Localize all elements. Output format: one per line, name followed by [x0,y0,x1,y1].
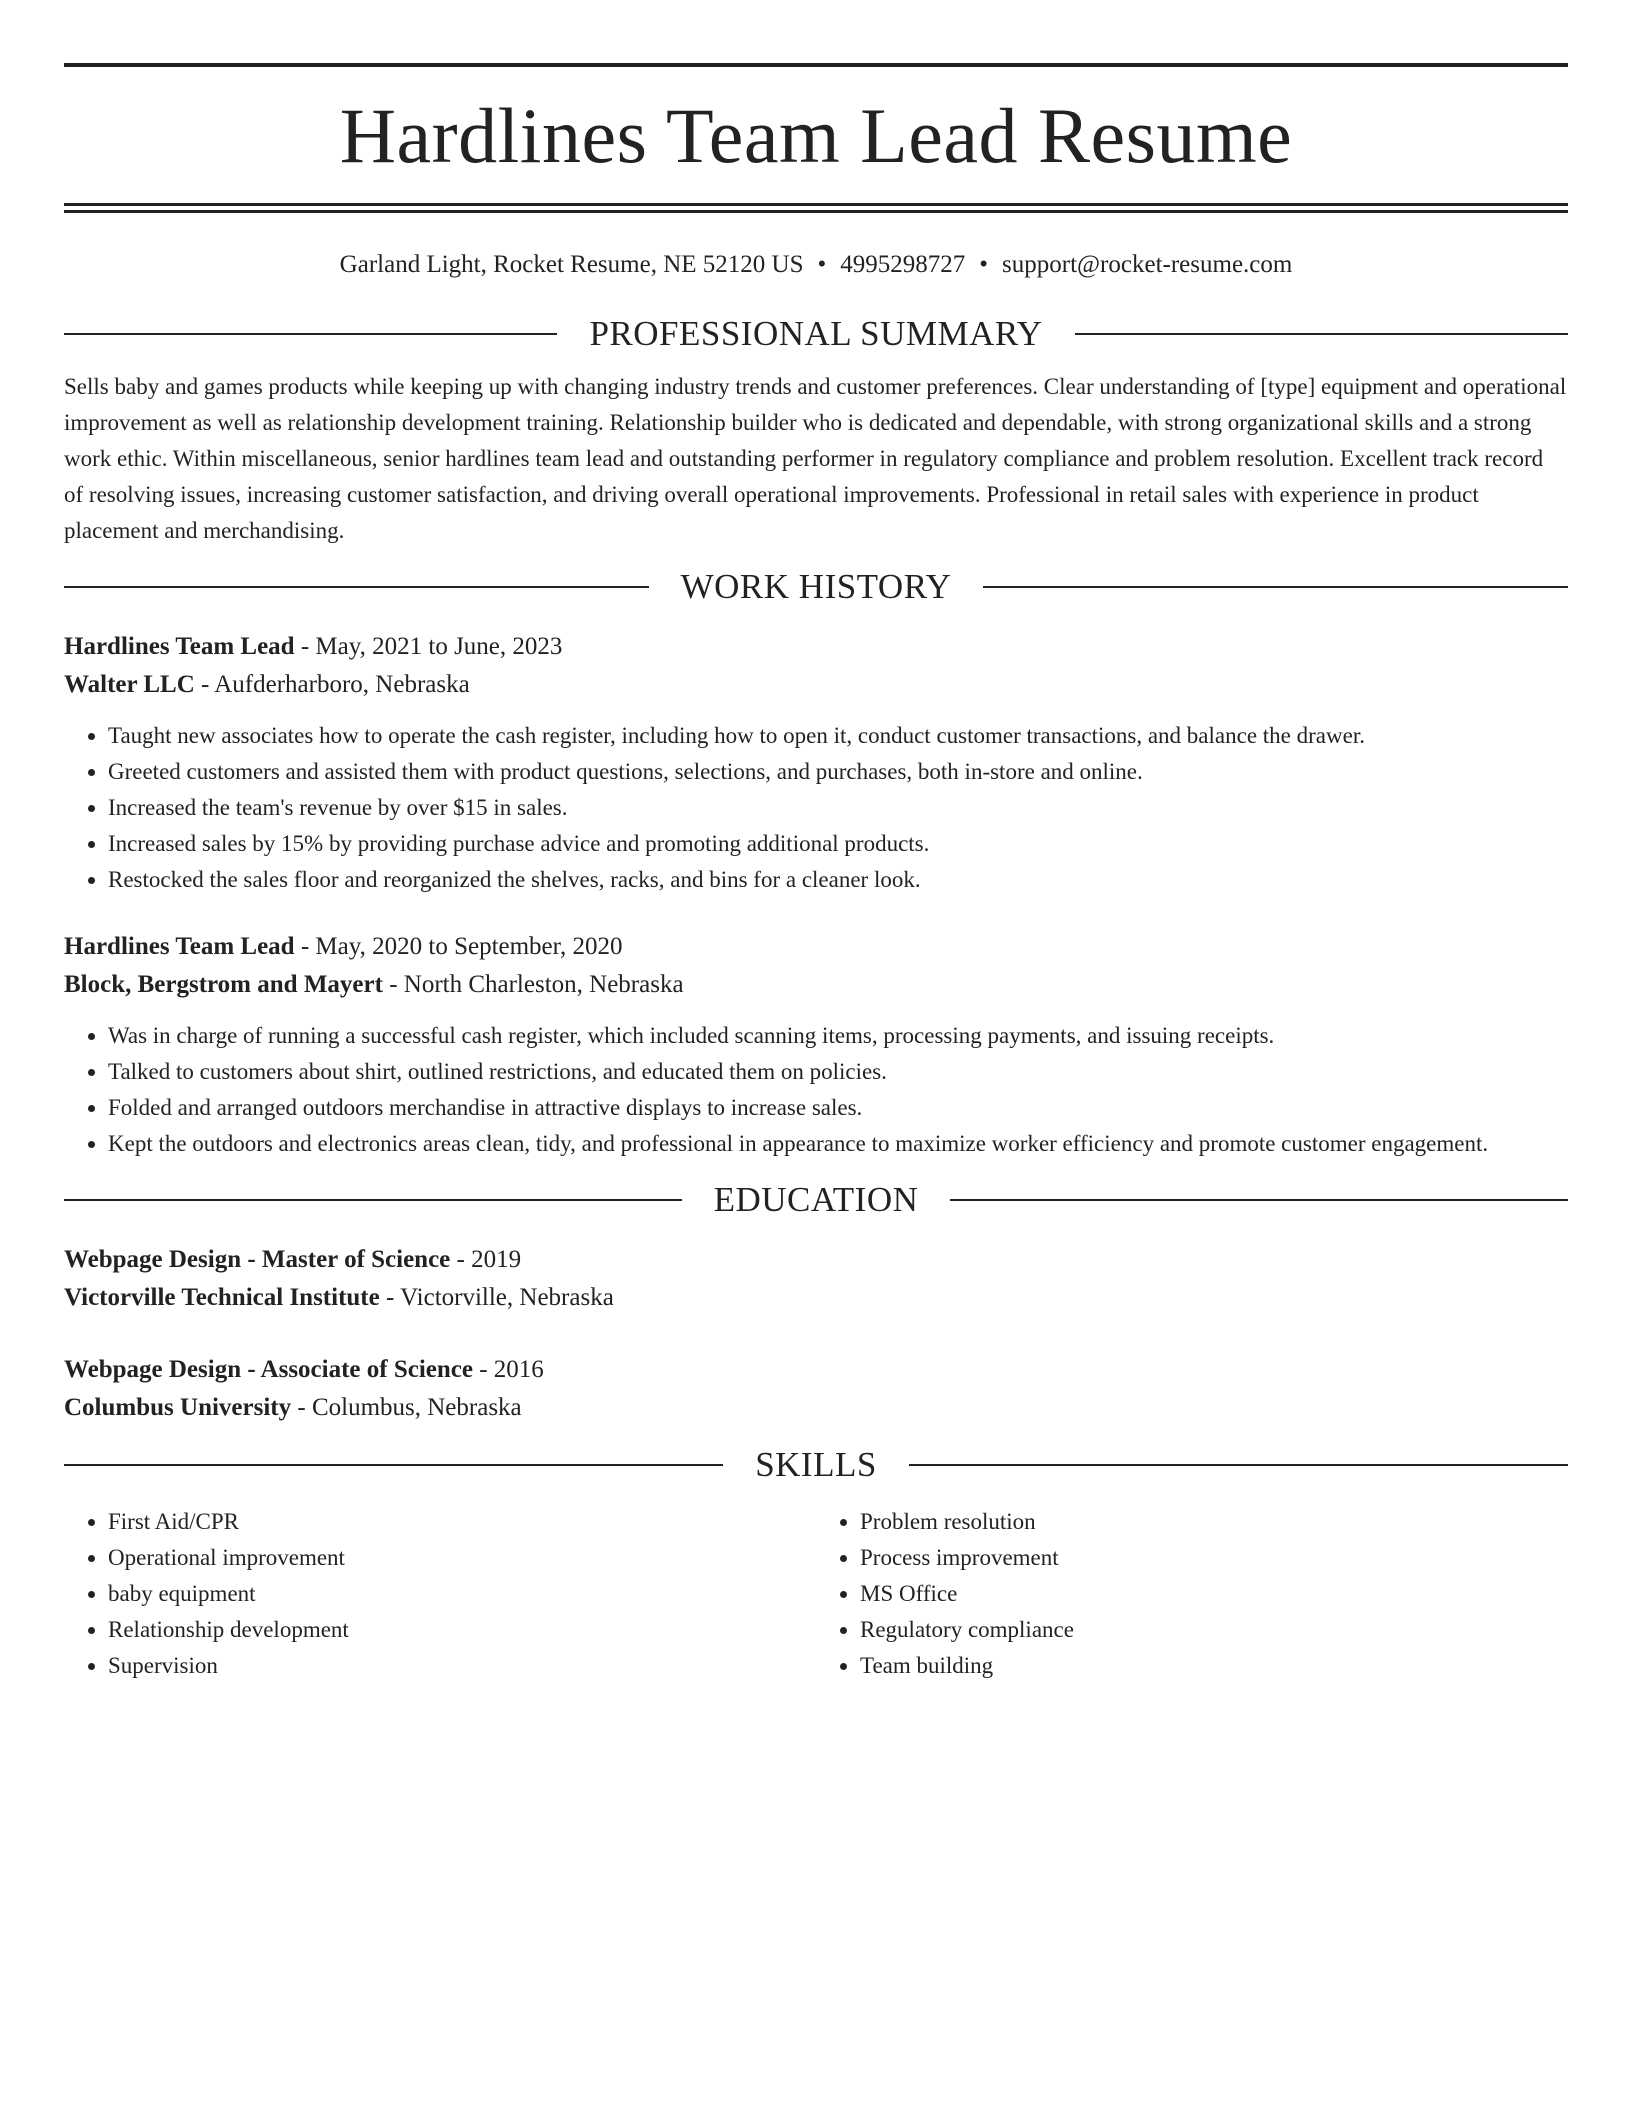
resume-title: Hardlines Team Lead Resume [339,92,1293,179]
school: Columbus University [64,1394,292,1421]
degree-line [64,1241,1568,1279]
degree-line [64,1351,1568,1389]
job-location: - North Charleston, Nebraska [382,971,684,998]
school-location: - Columbus, Nebraska [291,1394,522,1421]
heading-rule-right [950,1199,1568,1201]
education-heading: EDUCATION [713,1180,919,1219]
skill-item: • First Aid/CPR [108,1504,816,1540]
job-bullets [64,718,1568,898]
skills-section-heading [64,1447,1568,1482]
degree: Webpage Design - Associate of Science [64,1356,473,1383]
job-title-line [64,628,1568,666]
skill-item: • Process improvement [860,1540,1568,1576]
title-double-rule [64,203,1568,213]
skill-item: • Operational improvement [108,1540,816,1576]
job-company-line [64,966,1568,1004]
school: Victorville Technical Institute [64,1284,380,1311]
heading-rule-right [1075,333,1568,335]
education-entry [64,1351,1568,1427]
school-line [64,1279,1568,1317]
job-dates: - May, 2021 to June, 2023 [294,633,563,660]
heading-rule-left [64,1199,682,1201]
job-bullet: • Was in charge of running a successful cash register, which included scanning items, processing payments, and issuing receipts. [108,1018,1568,1054]
education-entry [64,1241,1568,1317]
degree: Webpage Design - Master of Science [64,1246,451,1273]
skills-column-left [64,1504,816,1684]
skill-item: • MS Office [860,1576,1568,1612]
job-bullet: • Increased sales by 15% by providing purchase advice and promoting additional products. [108,826,1568,862]
job-company: Block, Bergstrom and Mayert [64,971,383,998]
skills-column-right [816,1504,1568,1684]
job-bullet: • Taught new associates how to operate the cash register, including how to open it, conduct customer transactions, and balance the drawer. [108,718,1568,754]
work-entry [64,628,1568,898]
skill-item: • Regulatory compliance [860,1612,1568,1648]
contact-separator: • [979,251,989,278]
work-entry [64,928,1568,1162]
skills-heading: SKILLS [755,1445,877,1484]
job-company: Walter LLC [64,671,195,698]
work-section-heading [64,569,1568,604]
school-location: - Victorville, Nebraska [379,1284,614,1311]
job-location: - Aufderharboro, Nebraska [194,671,470,698]
job-title: Hardlines Team Lead [64,633,295,660]
work-heading: WORK HISTORY [680,567,952,606]
job-company-line [64,666,1568,704]
contact-separator: • [817,251,827,278]
job-title-line [64,928,1568,966]
skill-item: • Problem resolution [860,1504,1568,1540]
heading-rule-right [983,586,1568,588]
job-bullets [64,1018,1568,1162]
contact-address: Garland Light, Rocket Resume, NE 52120 US [339,251,804,278]
heading-rule-right [909,1464,1568,1466]
heading-rule-left [64,586,649,588]
summary-heading: PROFESSIONAL SUMMARY [589,314,1043,353]
job-dates: - May, 2020 to September, 2020 [294,933,623,960]
job-bullet: • Greeted customers and assisted them with product questions, selections, and purchases, both in-store and online. [108,754,1568,790]
contact-phone: 4995298727 [840,251,966,278]
skills-list [64,1504,1568,1684]
skill-item: • Relationship development [108,1612,816,1648]
skill-item: • baby equipment [108,1576,816,1612]
contact-email[interactable]: support@rocket-resume.com [1002,251,1293,278]
degree-year: - 2019 [450,1246,522,1273]
heading-rule-left [64,333,557,335]
heading-rule-left [64,1464,723,1466]
job-bullet: • Kept the outdoors and electronics areas clean, tidy, and professional in appearance to maximize worker efficiency and promote customer engagement. [108,1126,1568,1162]
job-bullet: • Restocked the sales floor and reorganized the shelves, racks, and bins for a cleaner look. [108,862,1568,898]
contact-line [64,248,1568,282]
education-section-heading [64,1182,1568,1217]
degree-year: - 2016 [472,1356,544,1383]
job-bullet: • Talked to customers about shirt, outlined restrictions, and educated them on policies. [108,1054,1568,1090]
skill-item: • Team building [860,1648,1568,1684]
skill-item: • Supervision [108,1648,816,1684]
summary-text: Sells baby and games products while keeping up with changing industry trends and customer preferences. Clear understanding of [type] equipment and operational improvement as well as relationship development training. Relationship builder who is dedicated and dependable, with strong organizational skills and a strong work ethic. Within miscellaneous, senior hardlines team lead and outstanding performer in regulatory compliance and problem resolution. Excellent track record of resolving issues, increasing customer satisfaction, and driving overall operational improvements. Professional in retail sales with experience in product placement and merchandising. [64,374,1567,543]
job-title: Hardlines Team Lead [64,933,295,960]
summary-section-heading [64,316,1568,351]
job-bullet: • Folded and arranged outdoors merchandise in attractive displays to increase sales. [108,1090,1568,1126]
school-line [64,1389,1568,1427]
job-bullet: • Increased the team's revenue by over $15 in sales. [108,790,1568,826]
